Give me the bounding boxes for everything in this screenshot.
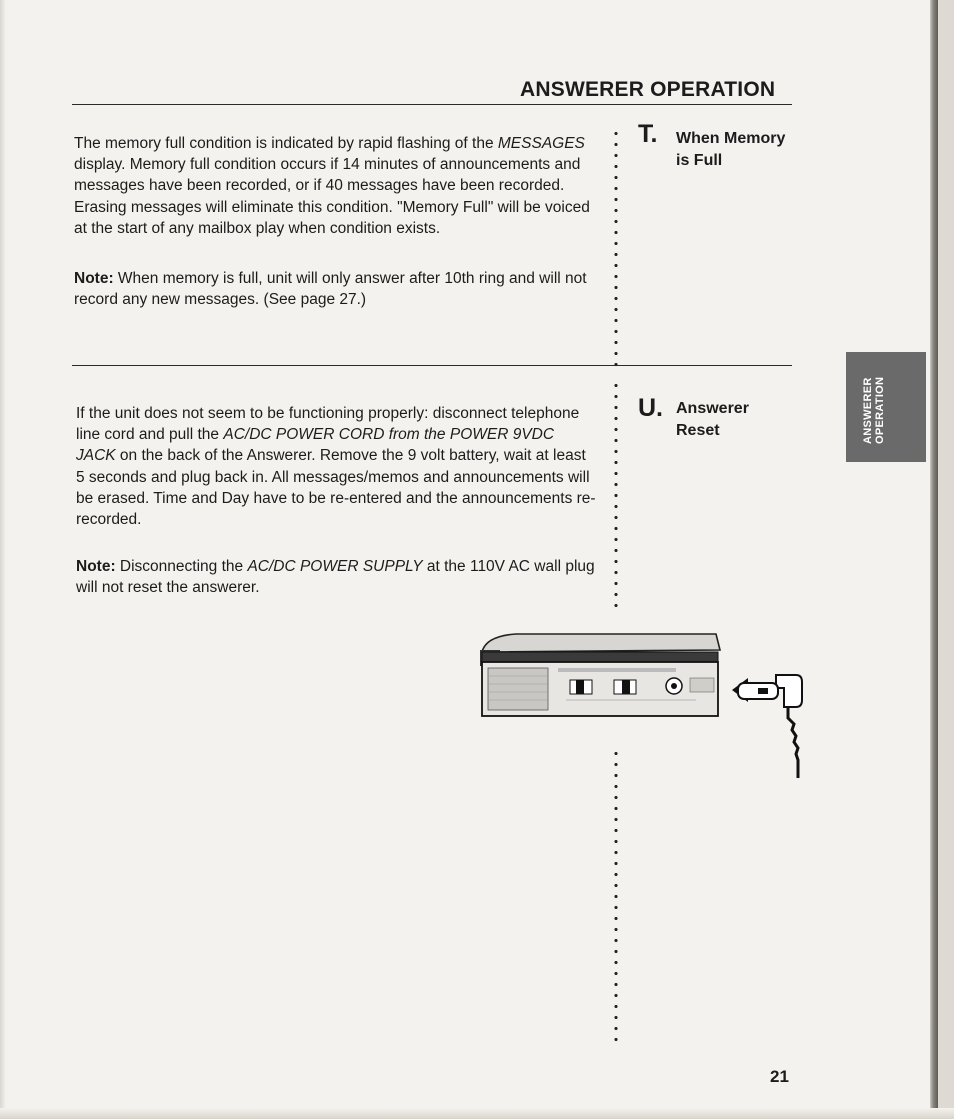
section-u-note: Note: Disconnecting the AC/DC POWER SUPPLY at the 110V AC wall plug will not reset the answerer.	[76, 558, 595, 597]
side-tab-answerer-operation	[846, 352, 926, 462]
section-t-note: Note: When memory is full, unit will only answer after 10th ring and will not record any new messages. (See page 27.)	[74, 270, 587, 309]
section-t-letter: T.	[638, 120, 658, 148]
section-u-letter: U.	[638, 394, 663, 422]
dotted-column-divider	[613, 380, 619, 610]
dotted-column-divider	[613, 748, 619, 1048]
side-tab-label: ANSWERER OPERATION	[862, 376, 886, 444]
section-u-title: Answerer Reset	[676, 400, 749, 439]
page-number: 21	[770, 1067, 789, 1086]
next-page-edge	[938, 0, 954, 1119]
note-label: Note:	[74, 270, 114, 287]
note-label: Note:	[76, 558, 116, 575]
page-binding-edge	[930, 0, 938, 1119]
page-bottom-shadow	[0, 1108, 954, 1119]
header-rule	[72, 104, 792, 105]
dotted-column-divider	[613, 128, 619, 370]
section-u-paragraph: If the unit does not seem to be functioning properly: disconnect telephone line cord and pull the AC/DC POWER CORD from the POWER 9VDC JACK on the back of the Answerer. Remove the 9 volt battery, wait at least 5 seconds and plug back in. All messages/memos and announcements will be erased. Time and Day have to be re-entered and the announcements re-recorded.	[76, 405, 596, 529]
section-t-paragraph: The memory full condition is indicated by rapid flashing of the MESSAGES display. Memory full condition occurs if 14 minutes of announcements and messages have been recorded, or if 40 messages have been recorded. Erasing messages will eliminate this condition. "Memory Full" will be voiced at the start of any mailbox play when condition exists.	[74, 135, 590, 237]
page-header-title: ANSWERER OPERATION	[520, 78, 776, 101]
section-t-title: When Memory is Full	[676, 130, 786, 169]
page-left-shadow	[0, 0, 6, 1119]
answerer-back-panel-illustration	[476, 630, 806, 780]
section-divider-rule	[72, 365, 792, 366]
